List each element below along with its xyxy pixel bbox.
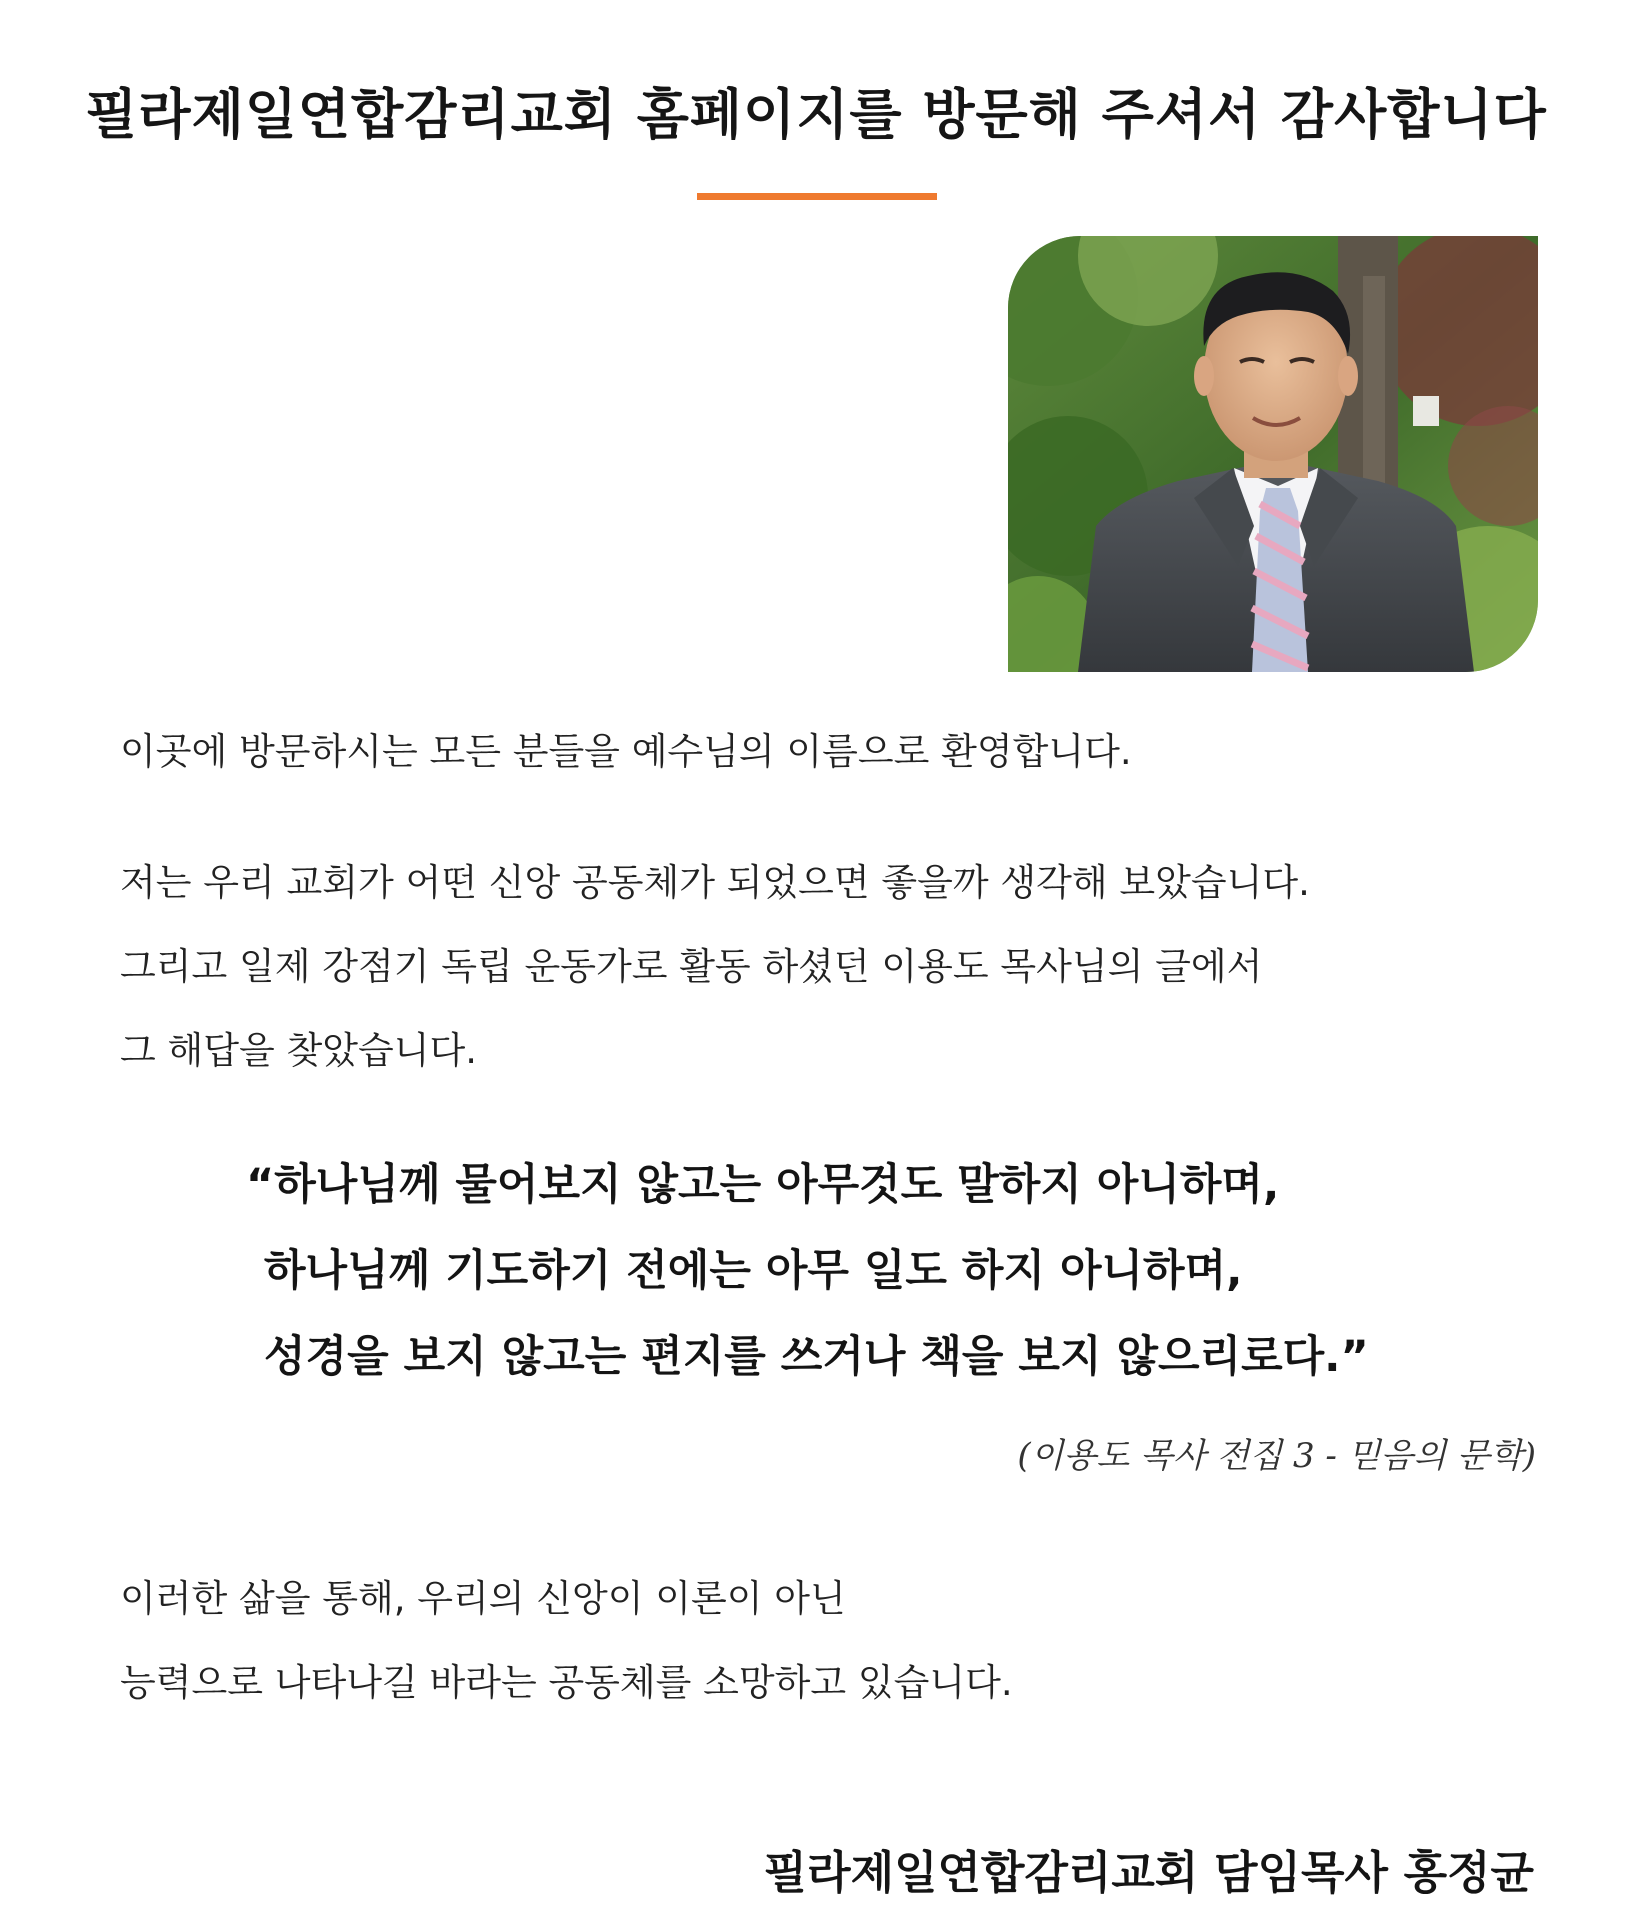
quote-line: “하나님께 물어보지 않고는 아무것도 말하지 아니하며,	[246, 1160, 1280, 1210]
pastor-photo	[1008, 236, 1538, 672]
title-divider	[697, 193, 937, 200]
body-line: 그리고 일제 강점기 독립 운동가로 활동 하셨던 이용도 목사님의 글에서	[120, 945, 1263, 988]
quote-line: 하나님께 기도하기 전에는 아무 일도 하지 아니하며,	[264, 1246, 1243, 1296]
page-title: 필라제일연합감리교회 홈페이지를 방문해 주셔서 감사합니다	[85, 83, 1547, 146]
body-line: 그 해답을 찾았습니다.	[120, 1029, 477, 1072]
body-line: 저는 우리 교회가 어떤 신앙 공동체가 되었으면 좋을까 생각해 보았습니다.	[120, 861, 1310, 904]
closing-line: 능력으로 나타나길 바라는 공동체를 소망하고 있습니다.	[120, 1661, 1013, 1704]
intro-text: 이곳에 방문하시는 모든 분들을 예수님의 이름으로 환영합니다.	[120, 730, 1132, 773]
quote-source: (이용도 목사 전집 3 - 믿음의 문학)	[1017, 1436, 1536, 1476]
closing-line: 이러한 삶을 통해, 우리의 신앙이 이론이 아닌	[120, 1577, 846, 1620]
pastor-signature: 필라제일연합감리교회 담임목사 홍정균	[763, 1846, 1534, 1899]
quote-line: 성경을 보지 않고는 편지를 쓰거나 책을 보지 않으리로다.”	[264, 1332, 1369, 1382]
